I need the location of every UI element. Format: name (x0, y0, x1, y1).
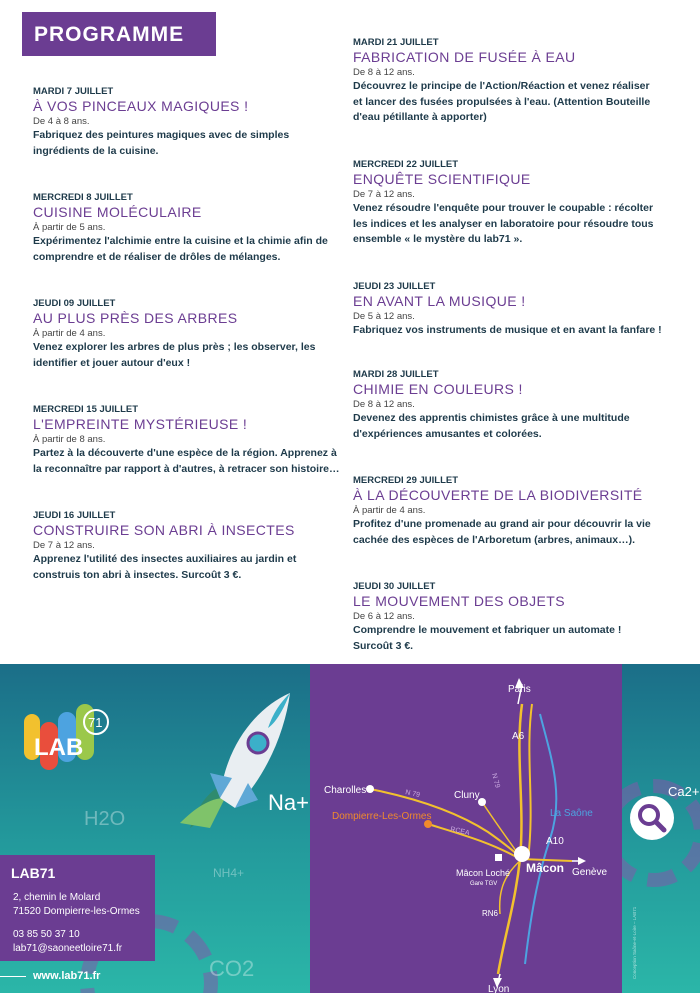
event-description: Partez à la découverte d'une espèce de la région. Apprenez à la reconnaître par rapport à d'autres, à retracer son histoire… (33, 447, 340, 475)
event-age: De 5 à 12 ans. (353, 311, 415, 322)
credit-label: Conception Saône-et-Loire – LAB71 (632, 906, 637, 979)
event-date: MERCREDI 15 JUILLET (33, 404, 139, 415)
event-title: À VOS PINCEAUX MAGIQUES ! (33, 98, 249, 114)
event-description: Venez explorer les arbres de plus près ; les observer, les identifier et jouer autour d'eux ! (33, 341, 316, 369)
contact-phone[interactable]: 03 85 50 37 10 (13, 929, 80, 940)
event-description: Profitez d'une promenade au grand air pour découvrir la vie cachée des espèces de l'Arboretum (arbres, animaux…). (353, 518, 651, 546)
event-item (353, 368, 673, 474)
event-description: Apprenez l'utilité des insectes auxiliaires au jardin et construis ton abri à insectes. Surcoût 3 €. (33, 553, 297, 581)
event-age: À partir de 4 ans. (353, 505, 426, 516)
events-right-column (353, 36, 673, 702)
divider (0, 976, 26, 977)
road-n79-b: N 79 (490, 772, 501, 789)
na-label: Na+ (268, 790, 309, 815)
event-title: À LA DÉCOUVERTE DE LA BIODIVERSITÉ (353, 487, 643, 503)
co2-label: CO2 (209, 956, 255, 981)
contact-address: 2, chemin le Molard (13, 892, 101, 903)
event-item (33, 85, 353, 191)
event-description: Fabriquez des peintures magiques avec de simples ingrédients de la cuisine. (33, 129, 290, 157)
event-date: MERCREDI 29 JUILLET (353, 475, 459, 486)
event-title: AU PLUS PRÈS DES ARBRES (33, 310, 238, 326)
event-age: À partir de 5 ans. (33, 222, 106, 233)
credit-text (630, 814, 638, 984)
event-age: De 7 à 12 ans. (353, 189, 415, 200)
event-item (33, 509, 353, 615)
event-date: MERCREDI 8 JUILLET (33, 192, 133, 203)
event-age: À partir de 4 ans. (33, 328, 106, 339)
event-title: EN AVANT LA MUSIQUE ! (353, 293, 526, 309)
event-date: MARDI 21 JUILLET (353, 37, 439, 48)
lab71-logo (22, 700, 112, 780)
event-description: Expérimentez l'alchimie entre la cuisine et la chimie afin de comprendre et de réaliser de drôles de mélanges. (33, 235, 328, 263)
city-charolles: Charolles (324, 785, 367, 796)
event-description: Fabriquez vos instruments de musique et en avant la fanfare ! (353, 324, 662, 336)
event-item (33, 191, 353, 297)
event-item (353, 158, 673, 280)
programme-title: PROGRAMME (22, 12, 216, 56)
event-date: JEUDI 30 JUILLET (353, 581, 436, 592)
access-map (310, 664, 622, 993)
event-item (353, 474, 673, 580)
event-description: Découvrez le principe de l'Action/Réaction et venez réaliser et lancer des fusées propulsées à l'eau. (Attention Bouteille d'eau pétillante à apporter) (353, 80, 651, 123)
event-item (33, 297, 353, 403)
event-title: CHIMIE EN COULEURS ! (353, 381, 523, 397)
event-date: MARDI 7 JUILLET (33, 86, 114, 97)
event-title: LE MOUVEMENT DES OBJETS (353, 593, 565, 609)
event-age: À partir de 8 ans. (33, 434, 106, 445)
event-date: JEUDI 23 JUILLET (353, 281, 436, 292)
event-title: ENQUÊTE SCIENTIFIQUE (353, 171, 531, 187)
road-rn6: RN6 (482, 909, 499, 918)
river-saone: La Saône (550, 808, 593, 819)
ca-label: Ca2+ (668, 784, 700, 799)
logo-text: LAB (34, 734, 84, 761)
road-n79: N 79 (404, 789, 421, 800)
event-item (353, 280, 673, 368)
city-dompierre: Dompierre-Les-Ormes (332, 811, 432, 822)
event-age: De 8 à 12 ans. (353, 399, 415, 410)
logo-number: 71 (88, 715, 103, 730)
contact-email[interactable]: lab71@saoneetloire71.fr (13, 943, 123, 954)
event-age: De 7 à 12 ans. (33, 540, 95, 551)
road-a10: A10 (546, 836, 564, 847)
city-macon: Mâcon (526, 861, 565, 875)
event-age: De 6 à 12 ans. (353, 611, 415, 622)
contact-name: LAB71 (11, 865, 56, 881)
contact-box (0, 855, 155, 961)
event-description: Venez résoudre l'enquête pour trouver le coupable : récolter les indices et les analyser en laboratoire pour résoudre tous ensemble « le mystère du lab71 ». (353, 202, 654, 245)
event-title: L'EMPREINTE MYSTÉRIEUSE ! (33, 416, 248, 432)
events-left-column (33, 85, 353, 615)
event-item (353, 36, 673, 158)
road-a6: A6 (512, 731, 525, 742)
event-date: JEUDI 09 JUILLET (33, 298, 116, 309)
event-title: FABRICATION DE FUSÉE À EAU (353, 49, 576, 65)
nh4-label: NH4+ (213, 866, 245, 880)
city-lyon: Lyon (488, 984, 510, 993)
station-tgv: Gare TGV (470, 881, 498, 887)
event-date: MERCREDI 22 JUILLET (353, 159, 459, 170)
event-age: De 4 à 8 ans. (33, 116, 90, 127)
city-cluny: Cluny (454, 790, 480, 801)
footer-banner (0, 664, 700, 993)
city-macon-loche: Mâcon Loché (456, 868, 511, 878)
h2o-label: H2O (84, 808, 126, 830)
website-link[interactable]: www.lab71.fr (33, 970, 101, 982)
event-item (33, 403, 353, 509)
event-date: MARDI 28 JUILLET (353, 369, 439, 380)
contact-city: 71520 Dompierre-les-Ormes (13, 906, 140, 917)
event-title: CONSTRUIRE SON ABRI À INSECTES (33, 522, 295, 538)
event-date: JEUDI 16 JUILLET (33, 510, 116, 521)
city-geneve: Genève (572, 867, 608, 878)
event-title: CUISINE MOLÉCULAIRE (33, 204, 202, 220)
event-description: Comprendre le mouvement et fabriquer un automate ! Surcoût 3 €. (353, 624, 622, 652)
event-age: De 8 à 12 ans. (353, 67, 415, 78)
event-description: Devenez des apprentis chimistes grâce à une multitude d'expériences amusantes et colorées. (353, 412, 630, 440)
city-paris: Paris (508, 684, 531, 695)
road-rcea: RCEA (449, 826, 471, 838)
